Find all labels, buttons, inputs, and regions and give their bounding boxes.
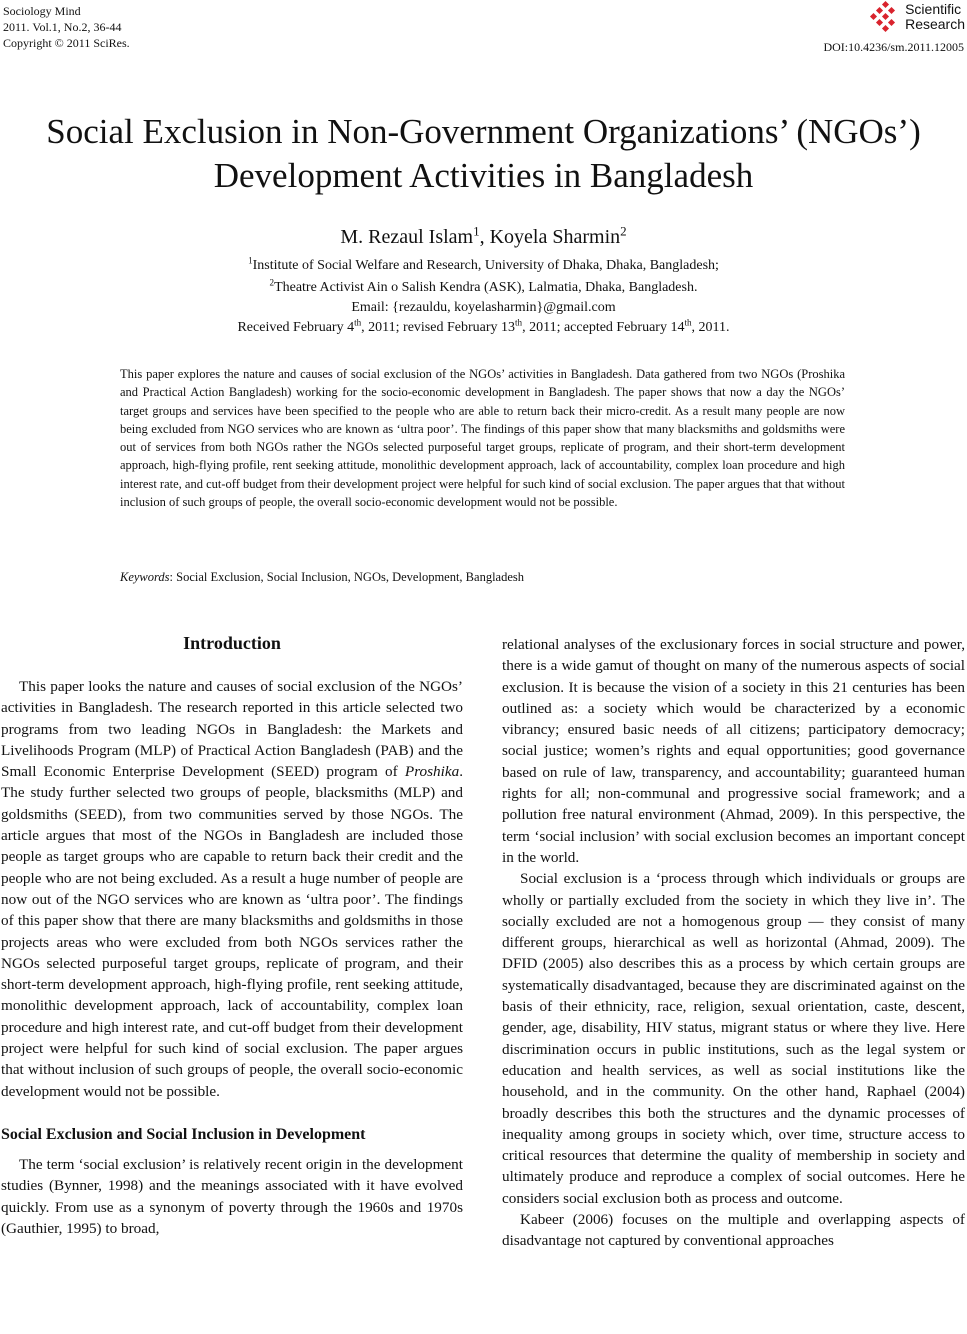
revised-sup: th <box>515 317 523 328</box>
accepted-text: , 2011; accepted February 14 <box>522 320 685 335</box>
paper-title <box>0 110 967 198</box>
right-column <box>502 634 965 1252</box>
paragraph-text: . The study further selected two groups of people, blacksmiths (MLP) and goldsmiths (SEED), from two communities served by those NGOs. The article argues that most of the NGOs in Bangladesh are included those people as target groups who are capable to return back their credit and the people who are not being excluded. As a result a huge number of people are now out of the NGO services who are known as ‘ultra poor’. The findings of this paper show that there are many blacksmiths and goldsmiths in those projects areas who were excluded from both NGOs services rather the NGOs selected purposeful target groups, replicate of program, and their short-term development approach, high-flying profile, rent seeking attitude, monolithic development approach, lack of accountability, complex loan procedure and high interest rate, and cut-off budget from their development project were helpful for such kind of social exclusion. The paper argues that without inclusion of such groups of people, the overall socio-economic development would not be possible. <box>1 763 463 1100</box>
affil-1-text: Institute of Social Welfare and Research, University of Dhaka, Dhaka, Bangladesh; <box>252 258 719 273</box>
logo-line-1: Scientific <box>905 1 962 17</box>
paragraph-emphasis: Proshika <box>404 763 460 781</box>
paragraph: relational analyses of the exclusionary forces in social structure and power, there is a wide gamut of thought on many of the numerous aspects of social exclusion. It is because the vision of a society in this 21 centuries has been outlined as: a society which would be characterized by a economic vibrancy; ensured basic needs of all citizens; participatory democracy; social justice; women’s rights and equal opportunities; good governance based on rule of law, transparency, and accountability; guaranteed human rights for all; non-communal and progressive social framework; and a pollution free natural environment (Ahmad, 2009). In this perspective, the term ‘social inclusion’ with social exclusion becomes an important concept in the world. <box>502 636 965 866</box>
paragraph-text: This paper looks the nature and causes of social exclusion of the NGOs’ activities in Bangladesh. The research reported in this article selected two programs from two leading NGOs in Bangladesh: the Markets and Livelihoods Program (MLP) of Practical Action Bangladesh (PAB) and the Small Economic Enterprise Development (SEED) program of <box>1 678 463 781</box>
journal-volume: 2011. Vol.1, No.2, 36-44 <box>3 20 122 34</box>
affil-2-text: Theatre Activist Ain o Salish Kendra (ASK), Lalmatia, Dhaka, Bangladesh. <box>274 280 698 295</box>
affil-2-mark: 2 <box>269 277 275 288</box>
keywords <box>120 568 845 586</box>
paragraph: The term ‘social exclusion’ is relatively recent origin in the development studies (Bynner, 1998) and the meanings associated with it have evolved quickly. From use as a synonym of poverty through the 1960s and 1970s (Gauthier, 1995) to broad, <box>1 1155 463 1237</box>
received-dates <box>0 318 967 338</box>
title-line-1: Social Exclusion in Non-Government Organizations’ (NGOs’) <box>46 112 921 151</box>
affiliation-1 <box>0 256 967 276</box>
author-2-affil-mark: 2 <box>620 223 627 239</box>
received-text: Received February 4 <box>237 320 355 335</box>
keywords-label: Keywords <box>120 570 170 584</box>
author-1-affil-mark: 1 <box>473 223 480 239</box>
copyright: Copyright © 2011 SciRes. <box>3 36 130 50</box>
email: Email: {rezauldu, koyelasharmin}@gmail.com <box>351 300 616 315</box>
paragraph: Kabeer (2006) focuses on the multiple and overlapping aspects of disadvantage not captured by conventional approaches <box>502 1211 965 1250</box>
title-line-2: Development Activities in Bangladesh <box>213 156 754 195</box>
dates-end: , 2011. <box>691 320 730 335</box>
logo-line-2: Research <box>905 16 965 32</box>
revised-text: , 2011; revised February 13 <box>361 320 516 335</box>
author-2: Koyela Sharmin <box>489 226 621 248</box>
section-heading-social-exclusion: Social Exclusion and Social Inclusion in Development <box>1 1125 366 1143</box>
affil-1-mark: 1 <box>248 255 253 266</box>
doi: DOI:10.4236/sm.2011.12005 <box>823 40 964 54</box>
author-line <box>0 224 967 250</box>
paragraph <box>1 676 463 1102</box>
left-column <box>1 630 463 1239</box>
affiliations <box>0 256 967 338</box>
section-heading-introduction: Introduction <box>183 633 281 653</box>
scientific-research-logo-icon <box>869 0 903 34</box>
publisher-logo <box>869 0 965 34</box>
abstract: This paper explores the nature and causes of social exclusion of the NGOs’ activities in Bangladesh. Data gathered from two NGOs (Proshika and Practical Action Bangladesh) working for the socio-economic development in Bangladesh. The paper shows that now a day the NGOs’ target groups and services have been specified to the people who are able to return back their micro-credit. As a result many people are now being excluded from NGO services who are known as ‘ultra poor’. The findings of this paper show that many blacksmiths and goldsmiths were out of services from both NGOs rather the NGOs selected purposeful target groups, replicate of program, and their short-term development approach, high-flying profile, rent seeking attitude, monolithic development approach, lack of accountability, complex loan procedure and high interest rate, and cut-off budget from their development project were helpful for such kind of social exclusion. The paper argues that that without inclusion of such groups of people, the overall socio-economic development would not be possible. <box>120 367 845 510</box>
affiliation-2 <box>0 278 967 298</box>
paragraph: Social exclusion is a ‘process through which individuals or groups are wholly or partially excluded from the society in which they live in’. The socially excluded are not a homogenous group — they consist of many different groups, hierarchical as well as horizontal (Ahmad, 2009). The DFID (2005) also describes this as a process by which certain groups are systematically disadvantaged, because they are discriminated against on the basis of their ethnicity, race, religion, sexual orientation, caste, descent, gender, age, disability, HIV status, migrant status or where they live. Here discrimination occurs in public institutions, such as the legal system or education and health services, as well as social institutions like the household, and in the community. On the other hand, Raphael (2004) broadly describes this both the structures and the dynamic processes of inequality among groups in society which, over time, structure access to critical resources that determine the quality of membership in society and ultimately produce and reproduce a complex of social outcomes. Here he considers social exclusion both as process and outcome. <box>502 870 965 1207</box>
logo-wordmark <box>905 2 965 32</box>
author-1: M. Rezaul Islam <box>340 226 474 248</box>
accepted-sup: th <box>684 317 692 328</box>
author-separator: , <box>479 226 490 248</box>
journal-name: Sociology Mind <box>3 4 81 18</box>
keywords-text: : Social Exclusion, Social Inclusion, NGOs, Development, Bangladesh <box>169 570 525 584</box>
received-sup: th <box>354 317 362 328</box>
journal-info <box>3 3 130 51</box>
